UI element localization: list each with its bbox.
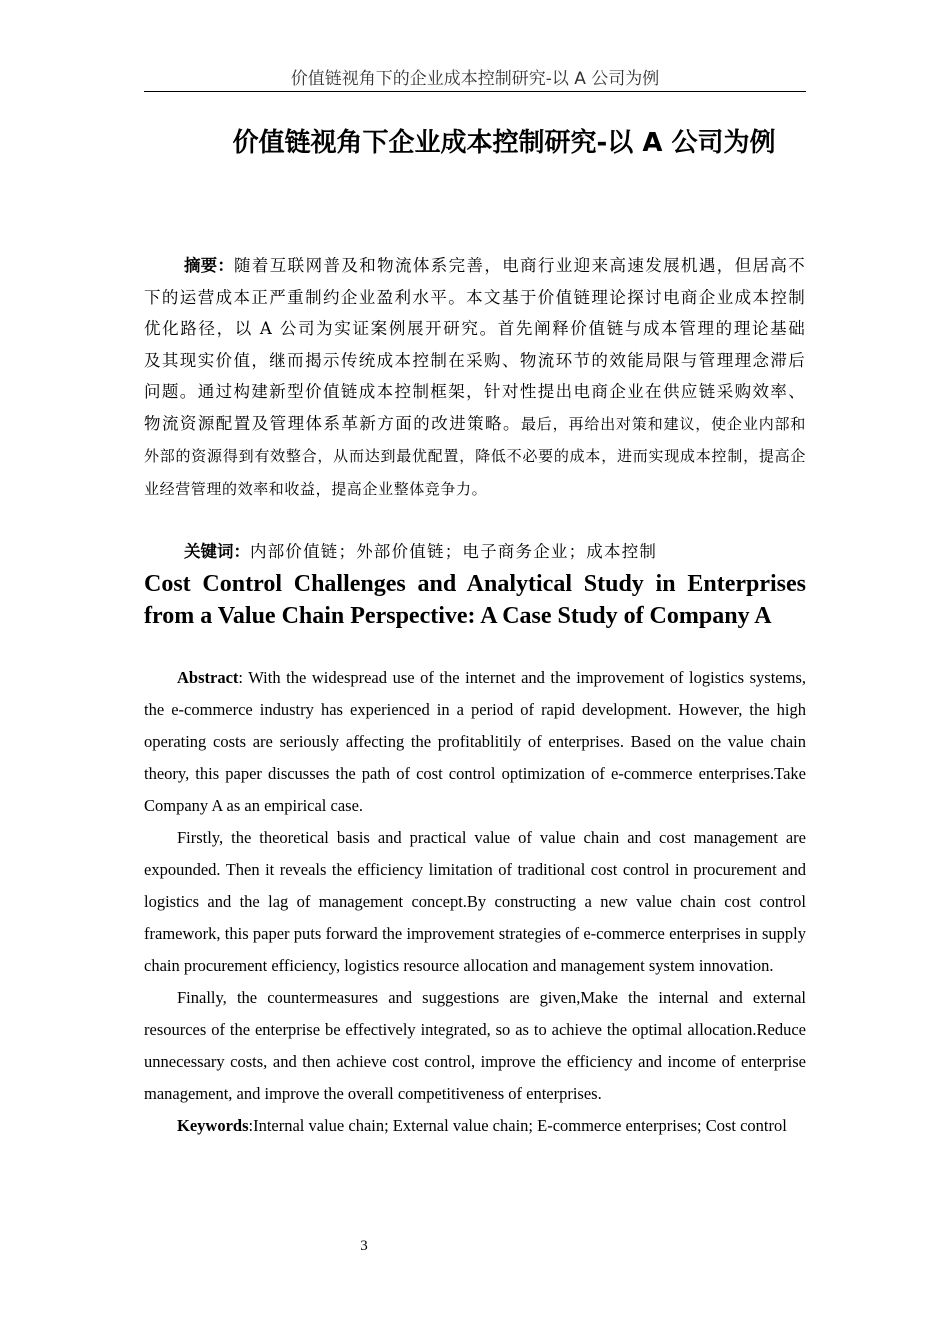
abstract-english-paragraph-3: Finally, the countermeasures and suggestions are given,Make the internal and external resources of the enterprise be effectively integrated, so as to achieve the optimal allocation.Reduce unnecessary costs, and then achieve cost control, improve the efficiency and income of enterprise management, and improve the overall competitiveness of enterprises. <box>144 988 806 1103</box>
abstract-english <box>144 662 806 1142</box>
keywords-chinese-text: 内部价值链；外部价值链；电子商务企业；成本控制 <box>250 542 658 561</box>
title-chinese: 价值链视角下企业成本控制研究-以 A 公司为例 <box>232 128 776 158</box>
keywords-english-text: :Internal value chain; External value chain; E-commerce enterprises; Cost control <box>248 1116 787 1135</box>
keywords-chinese <box>144 537 806 567</box>
abstract-chinese-text: 随着互联网普及和物流体系完善，电商行业迎来高速发展机遇，但居高不下的运营成本正严重制约企业盈利水平。本文基于价值链理论探讨电商企业成本控制优化路径，以 A 公司为实证案例展开研究。首先阐释价值链与成本管理的理论基础及其现实价值，继而揭示传统成本控制在采购、物流环节的效能局限与管理理念滞后问题。通过构建新型价值链成本控制框架，针对性提出电商企业在供应链采购效率、物流资源配置及管理体系革新方面的改进策略。 <box>144 256 807 433</box>
keywords-chinese-label: 关键词： <box>184 542 250 561</box>
abstract-chinese-text-conclusion: 最后，再给出对策和建议，使企业内部和外部的资源得到有效整合，从而达到最优配置，降低不必要的成本，进而实现成本控制，提高企业经营管理的效率和收益，提高企业整体竞争力。 <box>144 414 806 498</box>
abstract-english-paragraph-1 <box>144 662 806 822</box>
abstract-english-paragraph-2: Firstly, the theoretical basis and practical value of value chain and cost management are expounded. Then it reveals the efficiency limitation of traditional cost control in procurement and logistics and the lag of management concept.By constructing a new value chain cost control framework, this paper puts forward the improvement strategies of e-commerce enterprises in supply chain procurement efficiency, logistics resource allocation and management system innovation. <box>144 828 806 975</box>
abstract-chinese <box>144 250 806 505</box>
abstract-english-label: Abstract <box>177 668 239 687</box>
keywords-english-label: Keywords <box>177 1116 249 1135</box>
page-number: 3 <box>360 1238 368 1254</box>
header-rule <box>144 91 806 92</box>
abstract-english-text-1: : With the widespread use of the internet and the improvement of logistics systems, the e-commerce industry has experienced in a period of rapid development. However, the high operating costs are seriously affecting the profitablitily of enterprises. Based on the value chain theory, this paper discusses the path of cost control optimization of e-commerce enterprises.Take Company A as an empirical case. <box>144 668 806 815</box>
title-english: Cost Control Challenges and Analytical Study in Enterprises from a Value Chain Perspective: A Case Study of Company A <box>144 571 806 629</box>
keywords-english <box>144 1110 806 1142</box>
abstract-chinese-label: 摘要： <box>184 256 235 275</box>
running-header: 价值链视角下的企业成本控制研究-以 A 公司为例 <box>290 69 660 89</box>
